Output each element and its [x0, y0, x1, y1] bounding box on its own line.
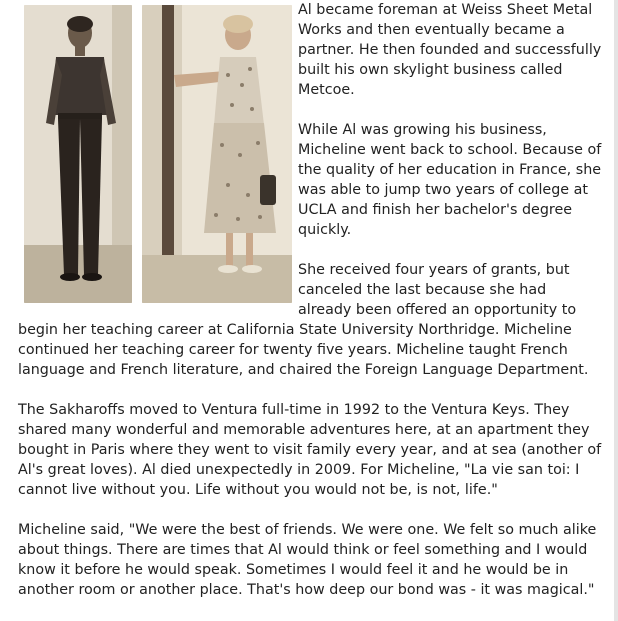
paragraph-ventura-text: The Sakharoffs moved to Ventura full-time in 1992 to the Ventura Keys. They shared many wonderful and memorable adventures here, at an apartment they bought in Paris where they went to visit family every year, and at sea (another of Al's great loves). Al died unexpectedly in 2009. For Micheline, "La vie san toi: I cannot live without you. Life without you would not be, is not, life." — [18, 402, 602, 498]
page-scrollbar-edge — [614, 0, 618, 621]
paragraph-school-text: While Al was growing his business, Micheline went back to school. Because of the quality of her education in France, she was able to jump two years of college at UCLA and finish her bachelor's degree quickly. — [298, 122, 602, 238]
paragraph-quote-text: Micheline said, "We were the best of friends. We were one. We felt so much alike about things. There are times that Al would think or feel something and I would know it before he would speak. Sometimes I would feel it and he would be in another room or another place. That's how deep our bond was - it was magical." — [18, 522, 597, 598]
paragraph-teaching-text: She received four years of grants, but canceled the last because she had already been offered an opportunity to begin her teaching career at California State University Northridge. Micheline continued her teaching career for twenty five years. Micheline taught French language and French literature, and chaired the Foreign Language Department. — [18, 262, 589, 378]
paragraph-quote — [18, 520, 602, 600]
paragraph-foreman-text: Al became foreman at Weiss Sheet Metal Works and then eventually became a partner. He then founded and successfully built his own skylight business called Metcoe. — [298, 2, 602, 98]
article-body — [18, 0, 602, 620]
paragraph-ventura — [18, 400, 602, 500]
photo-woman-floral-dress — [142, 5, 292, 303]
photo-young-man — [24, 5, 132, 303]
photo-group — [18, 0, 294, 305]
